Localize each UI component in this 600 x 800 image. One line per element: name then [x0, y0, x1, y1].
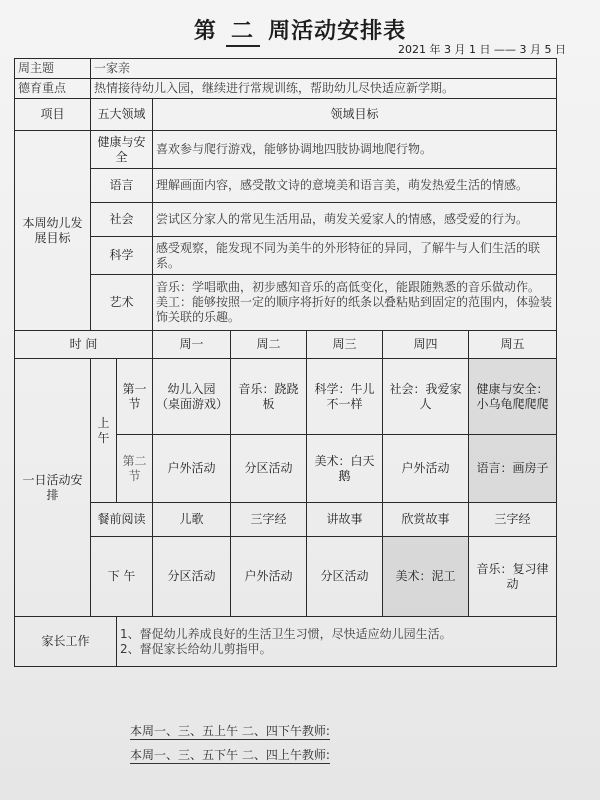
- activity-cell: 语言：画房子: [469, 435, 557, 503]
- parents-work-content: [117, 617, 557, 667]
- activity-cell: 户外活动: [231, 537, 307, 617]
- activity-cell: 音乐：复习律动: [469, 537, 557, 617]
- domain-goal: 喜欢参与爬行游戏，能够协调地四肢协调地爬行物。: [153, 131, 557, 169]
- domain-name: 科学: [91, 237, 153, 275]
- activity-cell: 科学：牛儿不一样: [307, 359, 383, 435]
- time-label: 时 间: [15, 331, 153, 359]
- goals-header-row: [15, 99, 557, 131]
- week-number: 二: [226, 14, 260, 47]
- activity-cell: 分区活动: [153, 537, 231, 617]
- activity-cell: 三字经: [231, 503, 307, 537]
- col-domain-header: 五大领域: [91, 99, 153, 131]
- domain-name: 健康与安全: [91, 131, 153, 169]
- col-goal-header: 领域目标: [153, 99, 557, 131]
- parents-row: [15, 617, 557, 667]
- teacher-line-am: [130, 722, 330, 740]
- afternoon-row: [15, 537, 557, 617]
- activity-cell: 社会：我爱家人: [383, 359, 469, 435]
- morning-label: 上午: [91, 359, 117, 503]
- activity-cell: 美术：泥工: [383, 537, 469, 617]
- afternoon-label: 下 午: [91, 537, 153, 617]
- day-header: 周三: [307, 331, 383, 359]
- theme-value: 一家亲: [91, 59, 557, 79]
- parents-item: 2、督促家长给幼儿剪指甲。: [120, 641, 272, 656]
- theme-label: 周主题: [15, 59, 91, 79]
- day-header: 周二: [231, 331, 307, 359]
- teacher-line-pm: [130, 746, 330, 764]
- activity-cell: 儿歌: [153, 503, 231, 537]
- before-meal-label: 餐前阅读: [91, 503, 153, 537]
- moral-label: 德育重点: [15, 79, 91, 99]
- teacher-line-text: 本周一、三、五下午 二、四上午教师:: [130, 748, 330, 762]
- activity-cell: 欣赏故事: [383, 503, 469, 537]
- domain-goal: 尝试区分家人的常见生活用品，萌发关爱家人的情感，感受爱的行为。: [153, 203, 557, 237]
- title-prefix: 第: [193, 19, 217, 44]
- activity-cell: 音乐：跷跷板: [231, 359, 307, 435]
- daily-activities-label: 一日活动安排: [15, 359, 91, 617]
- day-header: 周五: [469, 331, 557, 359]
- domain-goal: 感受观察，能发现不同为美牛的外形特征的异同，了解牛与人们生活的联系。: [153, 237, 557, 275]
- goal-row-science: [15, 237, 557, 275]
- title-suffix: 周活动安排表: [268, 19, 407, 44]
- period-label: 第一节: [117, 359, 153, 435]
- activity-cell: 户外活动: [383, 435, 469, 503]
- domain-name: 艺术: [91, 275, 153, 331]
- period-label: 第二节: [117, 435, 153, 503]
- activity-cell: 户外活动: [153, 435, 231, 503]
- activity-cell: 分区活动: [231, 435, 307, 503]
- goal-row-language: [15, 169, 557, 203]
- schedule-table: [14, 58, 557, 667]
- domain-name: 社会: [91, 203, 153, 237]
- moral-value: 热情接待幼儿入园，继续进行常规训练，帮助幼儿尽快适应新学期。: [91, 79, 557, 99]
- moral-row: [15, 79, 557, 99]
- domain-name: 语言: [91, 169, 153, 203]
- activity-cell: 健康与安全：小乌龟爬爬爬: [469, 359, 557, 435]
- parents-work-label: 家长工作: [15, 617, 117, 667]
- goal-row-social: [15, 203, 557, 237]
- days-header-row: [15, 331, 557, 359]
- day-header: 周一: [153, 331, 231, 359]
- parents-item: 1、督促幼儿养成良好的生活卫生习惯，尽快适应幼儿园生活。: [120, 626, 452, 641]
- domain-goal: 理解画面内容，感受散文诗的意境美和语言美，萌发热爱生活的情感。: [153, 169, 557, 203]
- goal-row-health: [15, 131, 557, 169]
- theme-row: [15, 59, 557, 79]
- domain-goal: [153, 275, 557, 331]
- meal-reading-row: [15, 503, 557, 537]
- art-goal-craft: 美工：能够按照一定的顺序将折好的纸条以叠粘贴到固定的范围内，体验装饰关联的乐趣。: [156, 295, 553, 324]
- day-header: 周四: [383, 331, 469, 359]
- development-goals-label: 本周幼儿发展目标: [15, 131, 91, 331]
- activity-cell: 幼儿入园（桌面游戏）: [153, 359, 231, 435]
- activity-cell: 分区活动: [307, 537, 383, 617]
- col-item-header: 项目: [15, 99, 91, 131]
- activity-cell: 美术：白天鹅: [307, 435, 383, 503]
- goal-row-art: [15, 275, 557, 331]
- teacher-line-text: 本周一、三、五上午 二、四下午教师:: [130, 724, 330, 738]
- period-1-row: [15, 359, 557, 435]
- activity-cell: 三字经: [469, 503, 557, 537]
- date-range: 2021 年 3 月 1 日 —— 3 月 5 日: [398, 43, 566, 56]
- art-goal-music: 音乐：学唱歌曲，初步感知音乐的高低变化，能跟随熟悉的音乐做动作。: [156, 280, 541, 294]
- activity-cell: 讲故事: [307, 503, 383, 537]
